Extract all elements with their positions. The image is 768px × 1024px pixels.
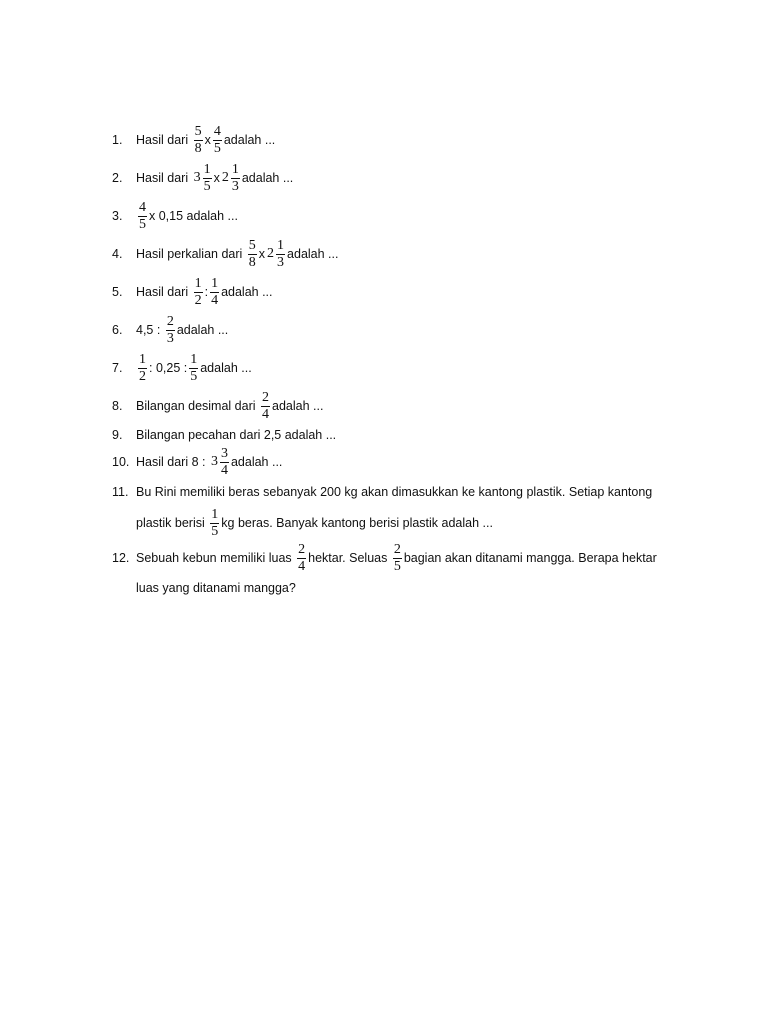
question-text-line-2: luas yang ditanami mangga? <box>136 581 296 595</box>
fraction: $\frac{4}{5}$ <box>139 199 146 232</box>
question-number: 8. <box>112 399 123 413</box>
question-2 <box>0 159 768 197</box>
fraction: $\frac{1}{5}$ <box>203 161 211 194</box>
question-text: Bilangan desimal dari $\frac{2}{4}$ adalah ... <box>136 389 324 422</box>
fraction: $\frac{4}{5}$ <box>213 123 221 156</box>
fraction: $\frac{1}{3}$ <box>231 161 239 194</box>
fraction: $\frac{2}{3}$ <box>166 313 174 346</box>
fraction: $\frac{1}{5}$ <box>190 351 198 384</box>
question-number: 5. <box>112 285 123 299</box>
question-text: Hasil dari 8 : 3 $\frac{3}{4}$ adalah ... <box>136 445 283 478</box>
question-number: 12. <box>112 551 130 565</box>
fraction: $\frac{1}{2}$ <box>194 275 202 308</box>
question-text: 4,5 : $\frac{2}{3}$ adalah ... <box>136 313 229 346</box>
question-7 <box>0 349 768 387</box>
question-text-line-1: Sebuah kebun memiliki luas $\frac{2}{4}$ hektar. Seluas $\frac{2}{5}$ bagian akan ditanami mangga. Berapa hektar <box>136 541 657 574</box>
fraction: $\frac{2}{5}$ <box>393 541 401 574</box>
question-12 <box>0 539 768 603</box>
question-text: Hasil dari $\frac{1}{2}$ : $\frac{1}{4}$ adalah ... <box>136 275 273 308</box>
question-number: 9. <box>112 428 123 442</box>
question-1 <box>0 121 768 159</box>
question-number: 4. <box>112 247 123 261</box>
fraction: $\frac{1}{2}$ <box>139 351 146 384</box>
fraction: $\frac{1}{4}$ <box>211 275 219 308</box>
question-number: 11. <box>112 485 129 499</box>
question-6 <box>0 311 768 349</box>
question-5 <box>0 273 768 311</box>
question-number: 7. <box>112 361 123 375</box>
fraction: $\frac{5}{8}$ <box>248 237 256 270</box>
fraction: $\frac{5}{8}$ <box>194 123 202 156</box>
fraction: $\frac{2}{4}$ <box>298 541 306 574</box>
question-text: Bilangan pecahan dari 2,5 adalah ... <box>136 428 337 442</box>
fraction: $\frac{3}{4}$ <box>220 445 228 478</box>
question-number: 10. <box>112 455 130 469</box>
question-text: $\frac{4}{5}$ x 0,15 adalah ... <box>139 199 238 232</box>
question-number: 1. <box>112 133 123 147</box>
question-text: Hasil dari 3 $\frac{1}{5}$ x 2 $\frac{1}{3}$ adalah ... <box>136 161 294 194</box>
question-number: 3. <box>112 209 123 223</box>
question-number: 2. <box>112 171 123 185</box>
question-8 <box>0 387 768 425</box>
fraction: $\frac{2}{4}$ <box>262 389 269 422</box>
question-text-line-1: Bu Rini memiliki beras sebanyak 200 kg akan dimasukkan ke kantong plastik. Setiap kantong <box>136 485 653 499</box>
question-text: Hasil dari $\frac{5}{8}$ x $\frac{4}{5}$ adalah ... <box>136 123 276 156</box>
question-11 <box>0 478 768 544</box>
question-10 <box>0 443 768 481</box>
question-text: Hasil perkalian dari $\frac{5}{8}$ x 2 $\frac{1}{3}$ adalah ... <box>136 237 339 270</box>
question-text-line-2: plastik berisi $\frac{1}{5}$ kg beras. Banyak kantong berisi plastik adalah ... <box>136 506 493 539</box>
question-number: 6. <box>112 323 123 337</box>
question-text: $\frac{1}{2}$ : 0,25 : $\frac{1}{5}$ adalah ... <box>139 351 252 384</box>
question-3 <box>0 197 768 235</box>
question-4 <box>0 235 768 273</box>
fraction: $\frac{1}{3}$ <box>277 237 285 270</box>
fraction: $\frac{1}{5}$ <box>211 506 219 539</box>
